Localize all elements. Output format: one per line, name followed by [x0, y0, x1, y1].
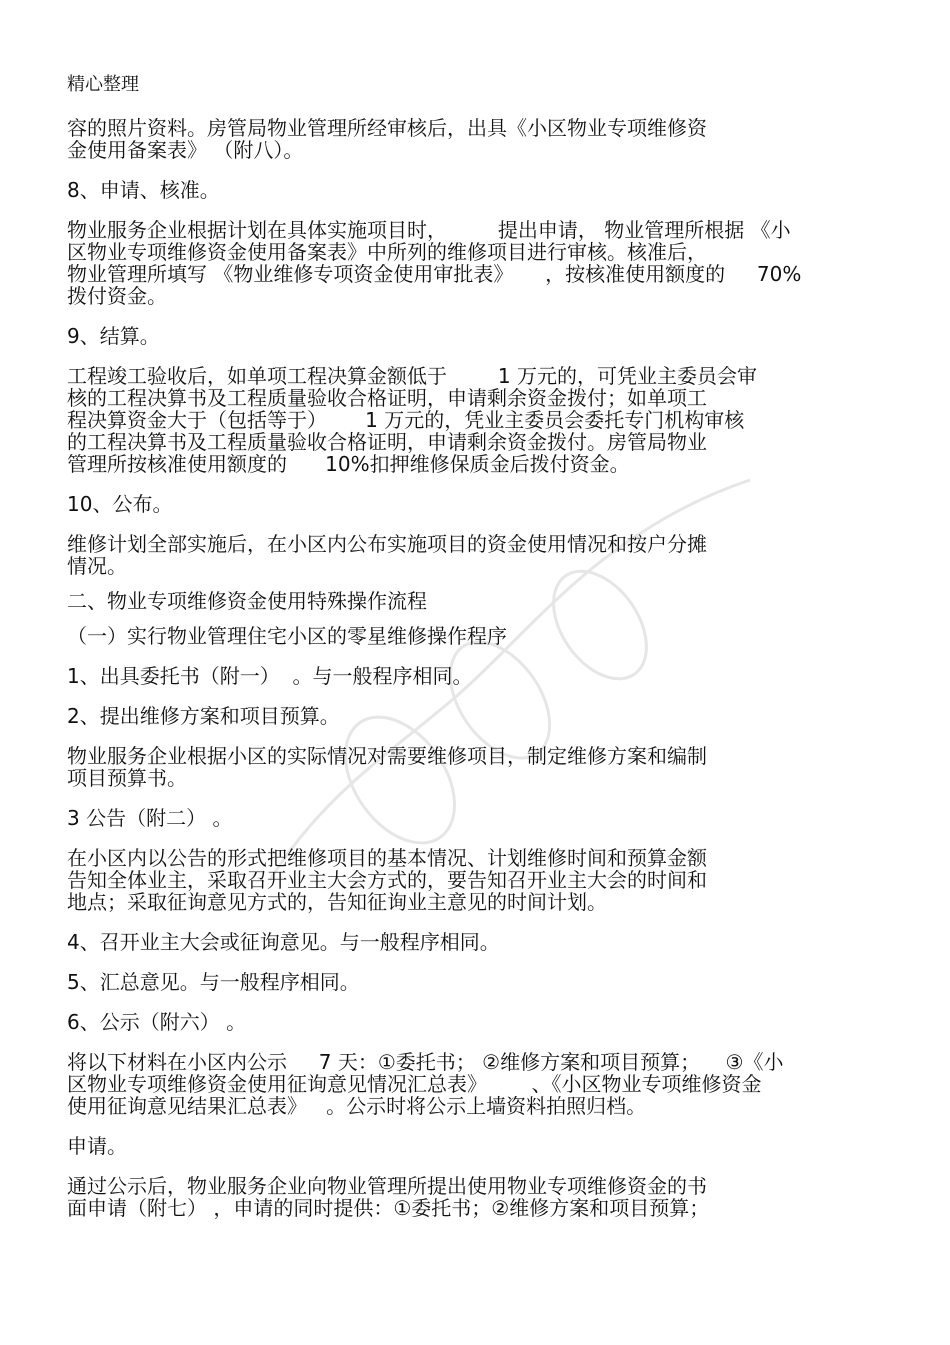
- section-heading: 1、出具委托书（附一） 。与一般程序相同。: [67, 664, 473, 688]
- text-line: 金使用备案表》 （附八）。: [67, 138, 304, 162]
- text-line: 情况。: [67, 554, 127, 578]
- section-heading: （一）实行物业管理住宅小区的零星维修操作程序: [67, 624, 507, 648]
- text-line: 工程竣工验收后，如单项工程决算金额低于 1 万元的，可凭业主委员会审: [67, 364, 757, 388]
- text-line: 物业服务企业根据计划在具体实施项目时， 提出申请， 物业管理所根据 《小: [67, 218, 791, 242]
- section-heading: 二、物业专项维修资金使用特殊操作流程: [67, 589, 427, 613]
- text-line: 程决算资金大于（包括等于） 1 万元的，凭业主委员会委托专门机构审核: [67, 408, 745, 432]
- document-body: [67, 117, 897, 1219]
- section-heading: 6、公示（附六） 。: [67, 1010, 247, 1034]
- text-line: 物业管理所填写 《物业维修专项资金使用审批表》 ，按核准使用额度的 70%: [67, 262, 802, 286]
- section-heading: 4、召开业主大会或征询意见。与一般程序相同。: [67, 930, 500, 954]
- text-line: 维修计划全部实施后，在小区内公布实施项目的资金使用情况和按户分摊: [67, 532, 707, 556]
- text-line: 管理所按核准使用额度的 10%扣押维修保质金后拨付资金。: [67, 452, 630, 476]
- text-line: 项目预算书。: [67, 766, 187, 790]
- text-line: 容的照片资料。房管局物业管理所经审核后，出具《小区物业专项维修资: [67, 116, 707, 140]
- text-line: 在小区内以公告的形式把维修项目的基本情况、计划维修时间和预算金额: [67, 846, 707, 870]
- text-line: 核的工程决算书及工程质量验收合格证明，申请剩余资金拨付；如单项工: [67, 386, 707, 410]
- text-line: 物业服务企业根据小区的实际情况对需要维修项目，制定维修方案和编制: [67, 744, 707, 768]
- section-heading: 申请。: [67, 1134, 127, 1158]
- text-line: 告知全体业主，采取召开业主大会方式的，要告知召开业主大会的时间和: [67, 868, 707, 892]
- section-heading: 8、申请、核准。: [67, 178, 220, 202]
- text-line: 通过公示后，物业服务企业向物业管理所提出使用物业专项维修资金的书: [67, 1174, 707, 1198]
- text-line: 面申请（附七） ，申请的同时提供：①委托书；②维修方案和项目预算；: [67, 1196, 710, 1220]
- section-heading: 5、汇总意见。与一般程序相同。: [67, 970, 360, 994]
- text-line: 地点；采取征询意见方式的，告知征询业主意见的时间计划。: [67, 890, 607, 914]
- section-heading: 2、提出维修方案和项目预算。: [67, 704, 340, 728]
- text-line: 使用征询意见结果汇总表》 。公示时将公示上墙资料拍照归档。: [67, 1094, 647, 1118]
- text-line: 区物业专项维修资金使用征询意见情况汇总表》 、《小区物业专项维修资金: [67, 1072, 762, 1096]
- text-line: 区物业专项维修资金使用备案表》中所列的维修项目进行审核。核准后，: [67, 240, 707, 264]
- section-heading: 3 公告（附二） 。: [67, 806, 233, 830]
- text-line: 拨付资金。: [67, 284, 167, 308]
- text-line: 将以下材料在小区内公示 7 天：①委托书； ②维修方案和项目预算； ③《小: [67, 1050, 784, 1074]
- section-heading: 9、结算。: [67, 324, 160, 348]
- text-line: 的工程决算书及工程质量验收合格证明，申请剩余资金拨付。房管局物业: [67, 430, 707, 454]
- page-header: 精心整理: [67, 74, 139, 95]
- section-heading: 10、公布。: [67, 492, 173, 516]
